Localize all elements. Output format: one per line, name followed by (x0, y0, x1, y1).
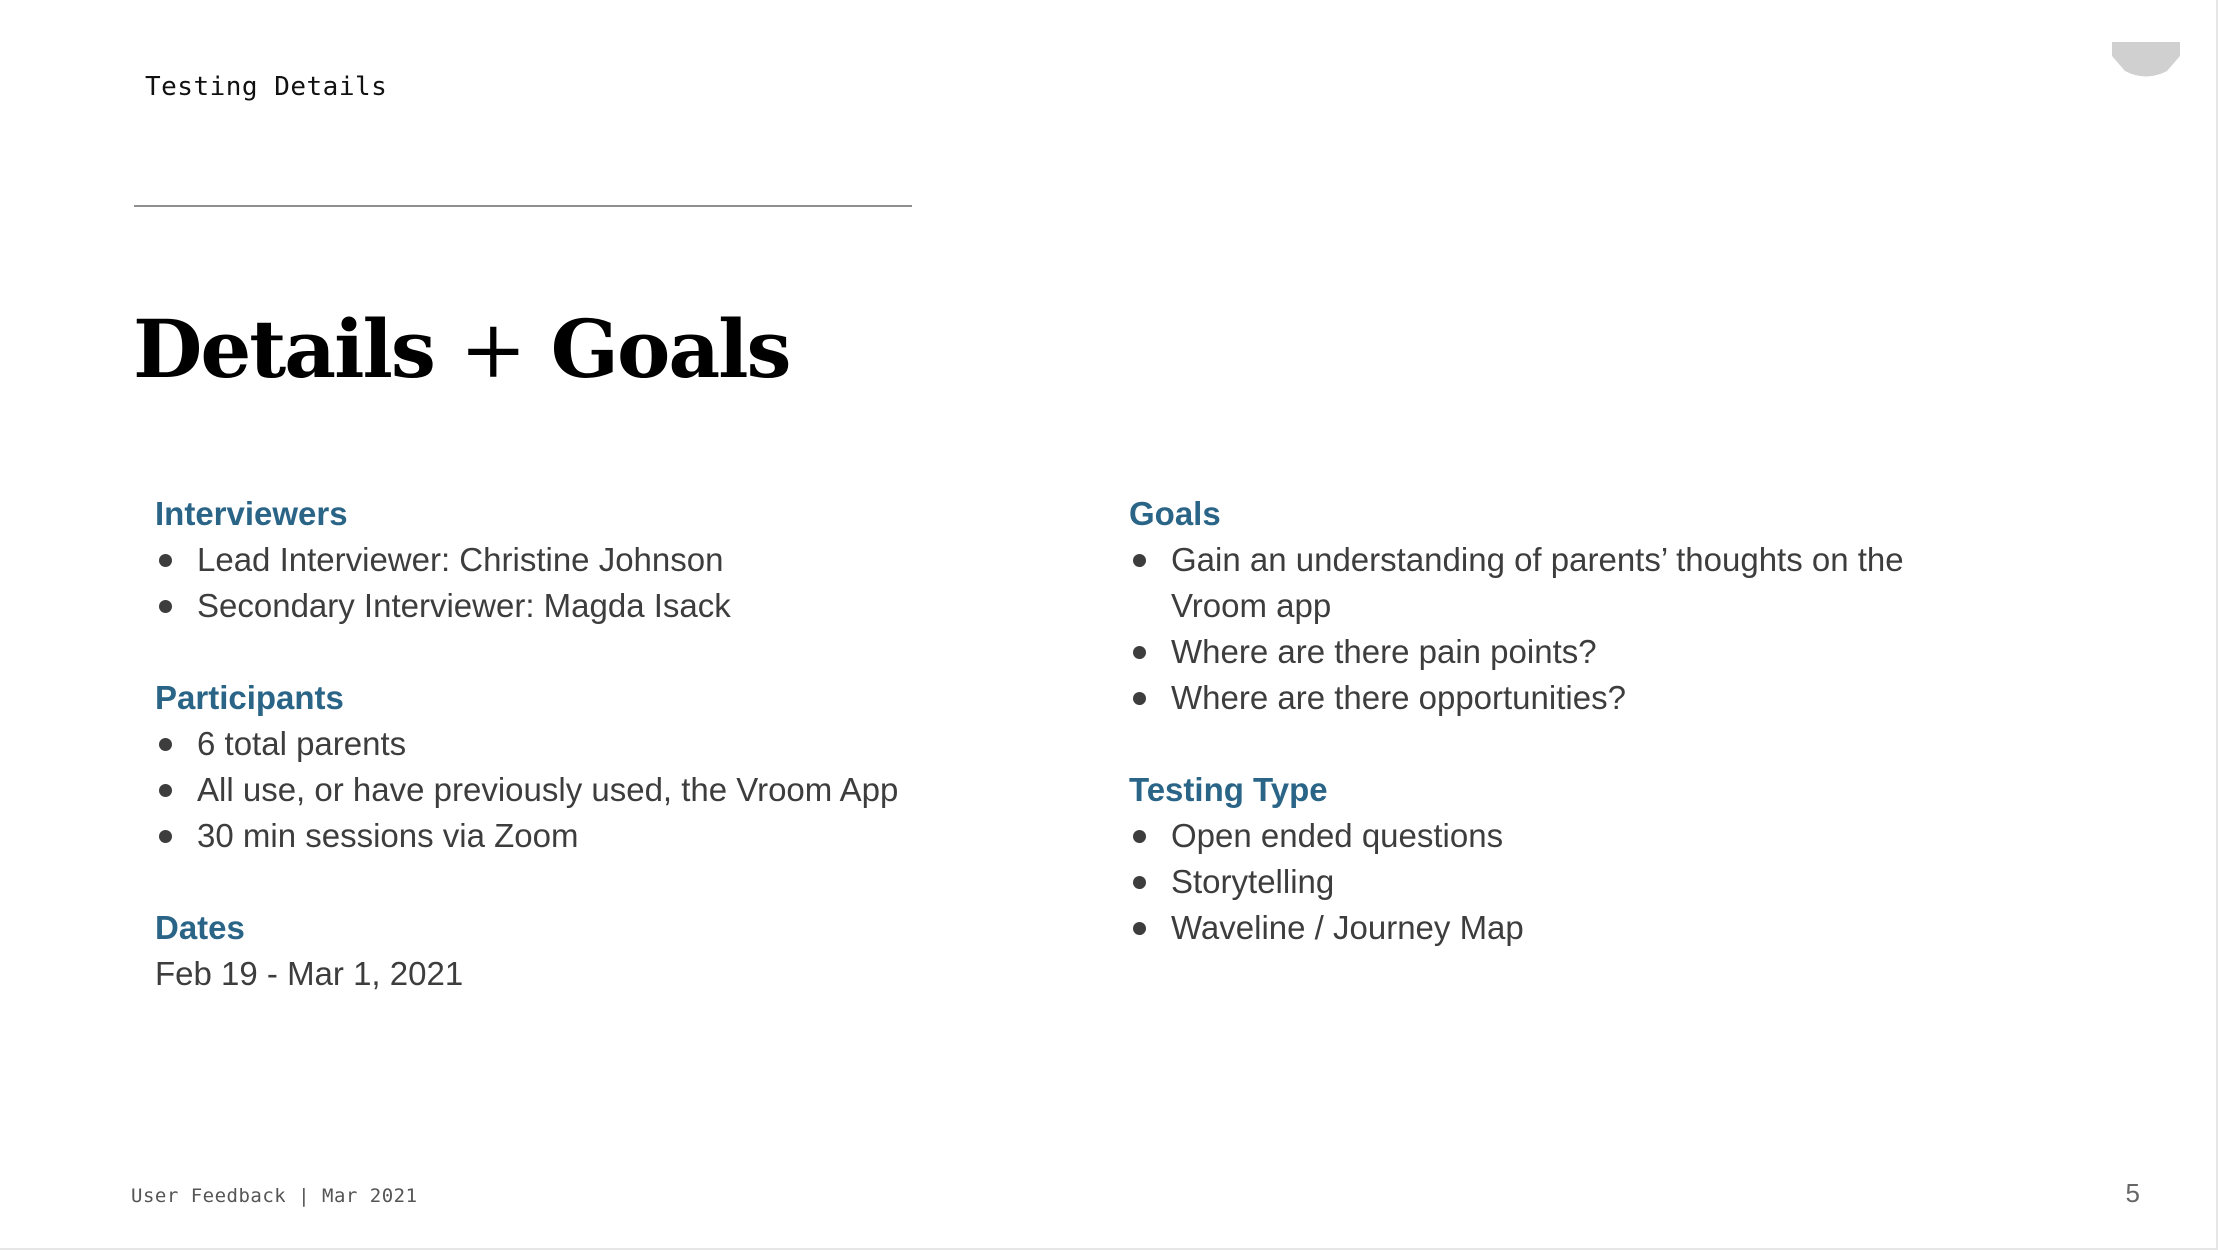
title-part-goals: Goals (550, 302, 790, 396)
page-number: 5 (2125, 1178, 2140, 1208)
list-item (1129, 813, 2049, 859)
testing-type-list (1129, 813, 2049, 951)
divider-line (134, 205, 912, 207)
bullet-icon (159, 784, 172, 797)
list-item-text: Gain an understanding of parents’ thoughts on the Vroom app (1171, 541, 1904, 624)
goals-heading: Goals (1129, 495, 1221, 532)
dates-section (155, 905, 1075, 997)
list-item (1129, 537, 1989, 629)
title-plus: + (459, 303, 525, 396)
goals-section (1129, 491, 2049, 721)
goals-list (1129, 537, 1989, 721)
footer-text: User Feedback | Mar 2021 (131, 1185, 418, 1207)
testing-type-section (1129, 767, 2049, 951)
list-item (155, 767, 1075, 813)
left-column (155, 491, 1075, 1043)
bullet-icon (159, 554, 172, 567)
list-item (1129, 905, 2049, 951)
list-item (155, 813, 1075, 859)
list-item-text: 6 total parents (197, 725, 407, 762)
list-item (155, 537, 1075, 583)
interviewers-list (155, 537, 1075, 629)
list-item-text: Open ended questions (1171, 817, 1504, 854)
list-item (1129, 675, 1989, 721)
dates-heading: Dates (155, 909, 245, 946)
testing-type-heading: Testing Type (1129, 771, 1328, 808)
bullet-icon (1133, 554, 1146, 567)
interviewers-heading: Interviewers (155, 495, 348, 532)
list-item-text: Storytelling (1171, 863, 1335, 900)
list-item (1129, 629, 1989, 675)
title-part-details: Details (133, 302, 434, 396)
bullet-icon (159, 738, 172, 751)
right-column (1129, 491, 2049, 997)
bullet-icon (159, 830, 172, 843)
participants-section (155, 675, 1075, 859)
list-item-text: Lead Interviewer: Christine Johnson (197, 541, 724, 578)
list-item-text: Where are there pain points? (1171, 633, 1597, 670)
bullet-icon (159, 600, 172, 613)
list-item-text: 30 min sessions via Zoom (197, 817, 579, 854)
page-title (133, 302, 790, 396)
list-item (1129, 859, 2049, 905)
list-item-text: Secondary Interviewer: Magda Isack (197, 587, 731, 624)
list-item-text: Waveline / Journey Map (1171, 909, 1524, 946)
bullet-icon (1133, 830, 1146, 843)
corner-shape-icon (2112, 42, 2180, 78)
interviewers-section (155, 491, 1075, 629)
bullet-icon (1133, 692, 1146, 705)
list-item-text: Where are there opportunities? (1171, 679, 1626, 716)
list-item (155, 583, 1075, 629)
participants-heading: Participants (155, 679, 344, 716)
section-label: Testing Details (145, 72, 388, 102)
bullet-icon (1133, 922, 1146, 935)
list-item (155, 721, 1075, 767)
list-item-text: All use, or have previously used, the Vroom App (197, 771, 899, 808)
bullet-icon (1133, 646, 1146, 659)
bullet-icon (1133, 876, 1146, 889)
participants-list (155, 721, 1075, 859)
dates-text: Feb 19 - Mar 1, 2021 (155, 955, 464, 992)
